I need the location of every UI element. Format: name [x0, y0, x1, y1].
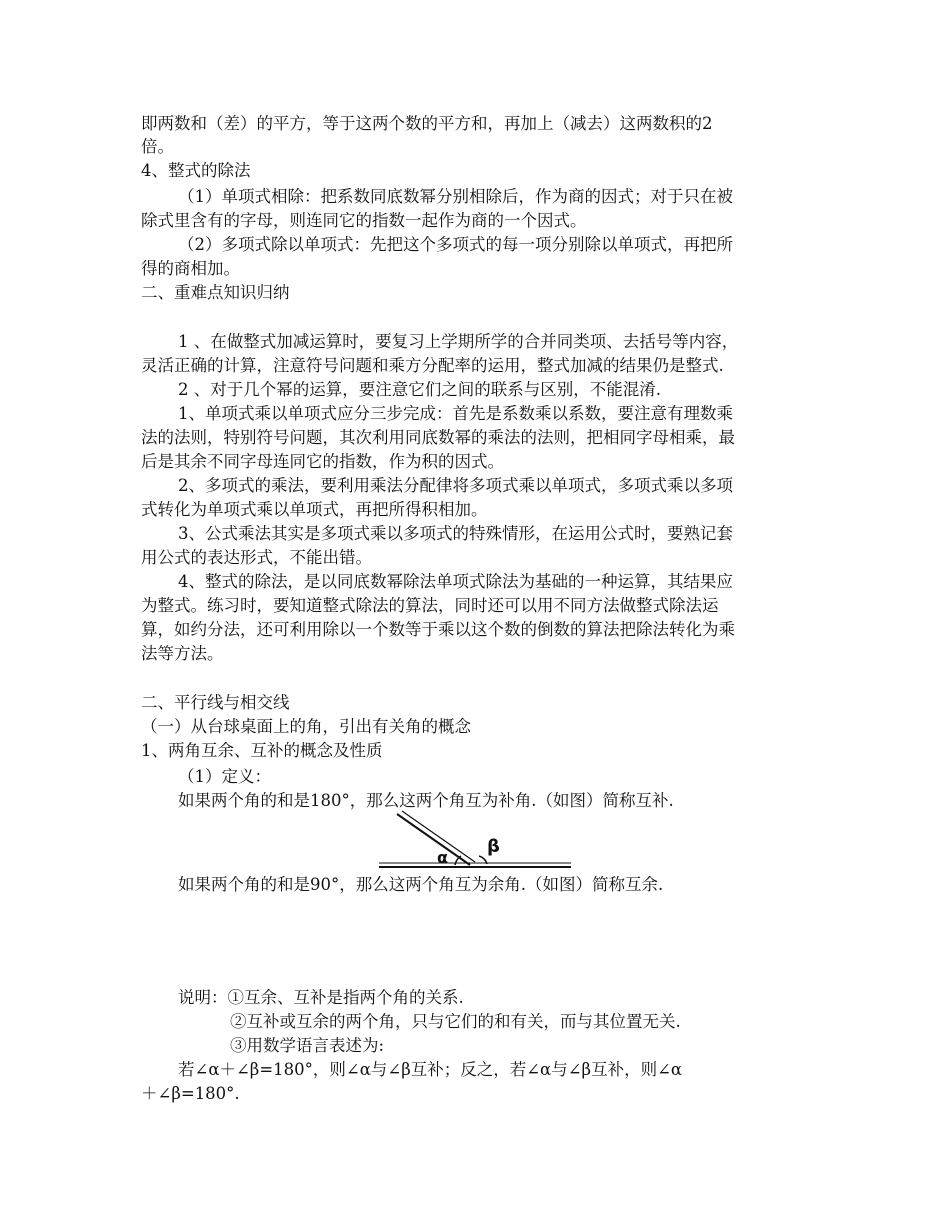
text-line: 得的商相加。	[141, 259, 240, 278]
subsection-heading: 1、两角互余、互补的概念及性质	[141, 741, 383, 760]
text-line: 如果两个角的和是180°，那么这两个角互为补角.（如图）简称互补.	[178, 791, 674, 810]
text-line: 4、整式的除法，是以同底数幂除法单项式除法为基础的一种运算，其结果应	[178, 572, 733, 591]
text-line: 即两数和（差）的平方，等于这两个数的平方和，再加上（减去）这两数积的2	[141, 114, 713, 133]
supplementary-angles-figure	[375, 808, 575, 872]
section-heading: 二、平行线与相交线	[141, 693, 290, 712]
text-line: 倍。	[141, 137, 174, 156]
text-line: 用公式的表达形式，不能出错。	[141, 548, 372, 567]
subsection-heading: （一）从台球桌面上的角，引出有关角的概念	[141, 717, 471, 736]
text-line: 1、单项式乘以单项式应分三步完成：首先是系数乘以系数，要注意有理数乘	[178, 404, 733, 423]
text-line: 为整式。练习时，要知道整式除法的算法，同时还可以用不同方法做整式除法运	[141, 596, 719, 615]
text-line: 灵活正确的计算，注意符号问题和乘方分配率的运用，整式加减的结果仍是整式.	[141, 356, 724, 375]
text-line: ＋∠β=180°.	[141, 1084, 240, 1103]
alpha-label: α	[437, 848, 448, 867]
text-line: 除式里含有的字母，则连同它的指数一起作为商的一个因式。	[141, 211, 587, 230]
text-line: 若∠α＋∠β=180°，则∠α与∠β互补；反之，若∠α与∠β互补，则∠α	[178, 1060, 683, 1079]
text-line: 1 、在做整式加减运算时，要复习上学期所学的合并同类项、去括号等内容，	[178, 332, 739, 351]
text-line: 2 、对于几个幂的运算，要注意它们之间的联系与区别，不能混淆.	[178, 380, 661, 399]
text-line: （1）单项式相除：把系数同底数幂分别相除后，作为商的因式；对于只在被	[178, 187, 733, 206]
text-line: 3、公式乘法其实是多项式乘以多项式的特殊情形，在运用公式时，要熟记套	[178, 524, 733, 543]
text-line: （1）定义：	[178, 767, 271, 786]
text-line: 算，如约分法，还可利用除以一个数等于乘以这个数的倒数的算法把除法转化为乘	[141, 620, 735, 639]
section-heading: 4、整式的除法	[141, 161, 251, 180]
text-line: ②互补或互余的两个角，只与它们的和有关，而与其位置无关.	[230, 1012, 681, 1031]
beta-label: β	[487, 836, 500, 857]
text-line: 法的法则，特别符号问题，其次利用同底数幂的乘法的法则，把相同字母相乘，最	[141, 428, 735, 447]
text-line: 后是其余不同字母连同它的指数，作为积的因式。	[141, 452, 504, 471]
text-line: ③用数学语言表述为:	[230, 1036, 385, 1055]
text-line: 2、多项式的乘法，要利用乘法分配律将多项式乘以单项式，多项式乘以多项	[178, 476, 733, 495]
text-line: 如果两个角的和是90°，那么这两个角互为余角.（如图）简称互余.	[178, 875, 664, 894]
text-line: 法等方法。	[141, 644, 224, 663]
text-line: 式转化为单项式乘以单项式，再把所得积相加。	[141, 500, 488, 519]
text-line: 说明：①互余、互补是指两个角的关系.	[178, 988, 464, 1007]
text-line: （2）多项式除以单项式：先把这个多项式的每一项分别除以单项式，再把所	[178, 235, 733, 254]
section-heading: 二、重难点知识归纳	[141, 283, 290, 302]
